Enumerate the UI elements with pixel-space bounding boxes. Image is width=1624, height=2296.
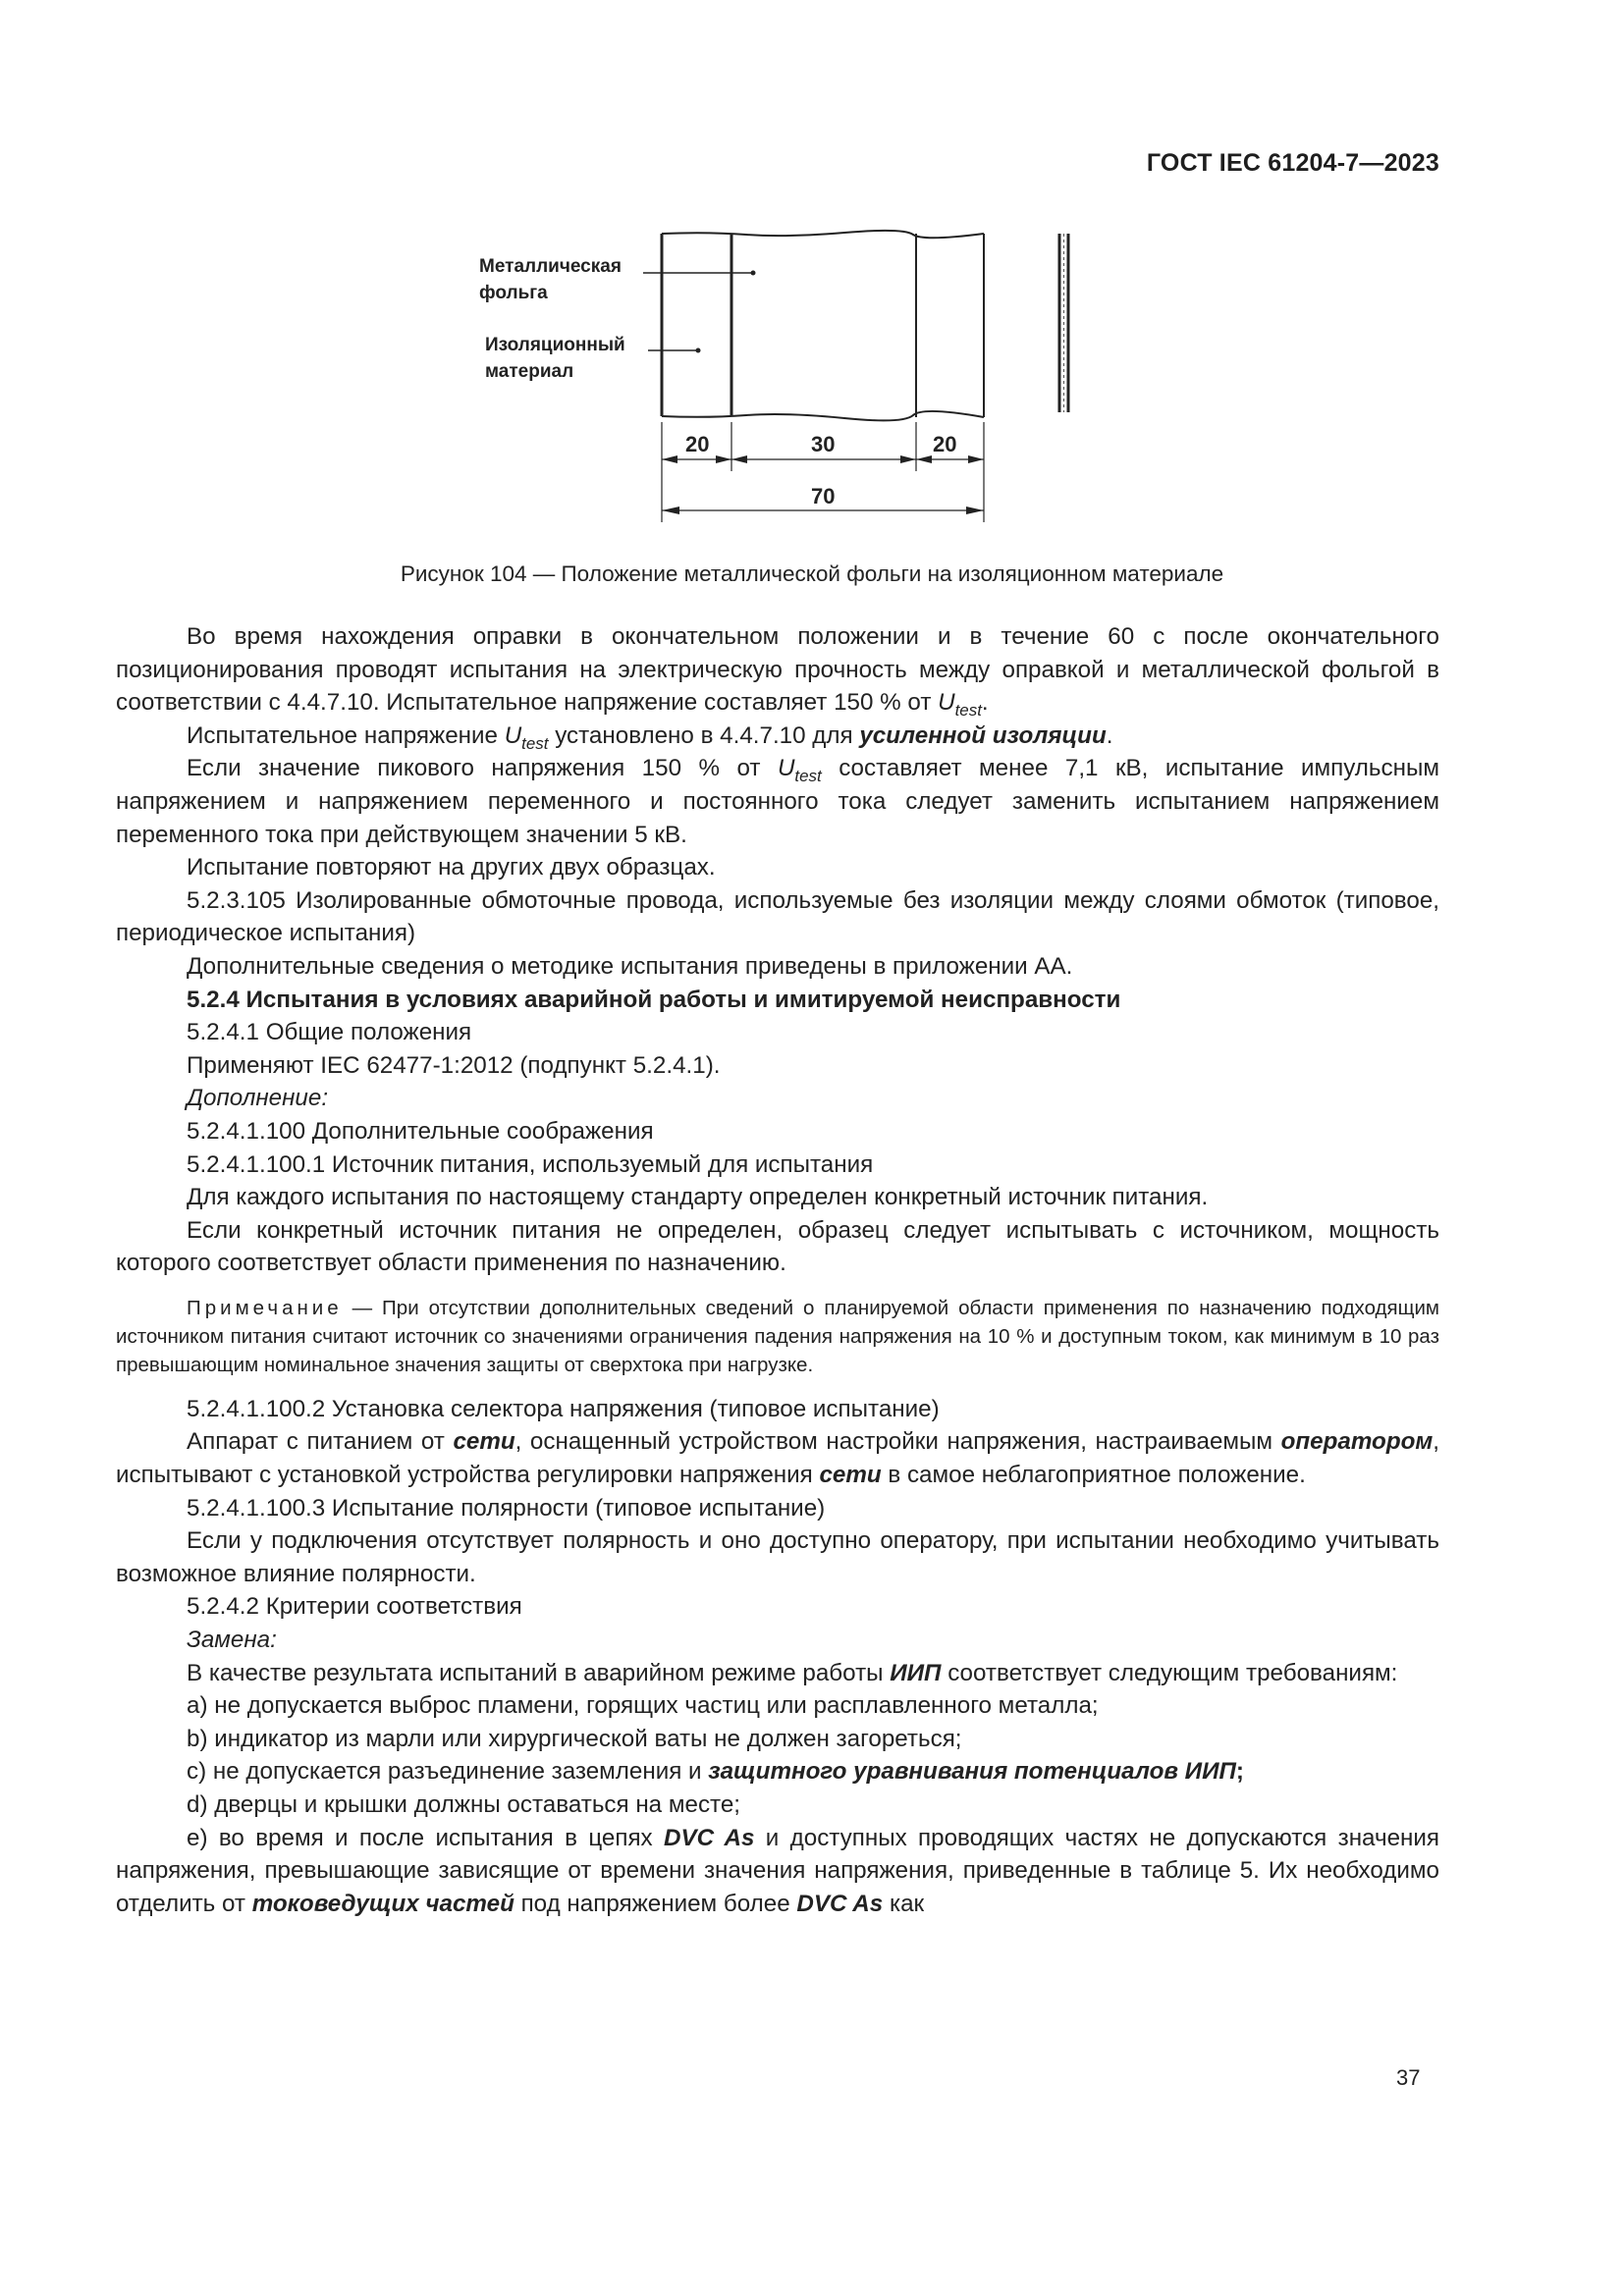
symbol-u: U — [938, 689, 955, 717]
page-number: 37 — [1396, 2065, 1421, 2090]
paragraph: Испытание повторяют на других двух образцах. — [187, 854, 716, 881]
text: e) во время и после испытания в цепях — [187, 1824, 664, 1851]
text: c) не допускается разъединение заземления и — [187, 1758, 709, 1786]
clause-5-2-4-1-100-1: 5.2.4.1.100.1 Источник питания, используемый для испытания — [187, 1150, 874, 1178]
symbol-u: U — [777, 755, 795, 782]
paragraph — [116, 620, 1439, 720]
label-insulation-line2: материал — [485, 361, 574, 382]
text: . — [981, 689, 989, 717]
document-body — [116, 620, 1439, 1920]
document-standard-id: ГОСТ IEC 61204-7—2023 — [1146, 149, 1439, 177]
label-insulation — [485, 332, 625, 385]
symbol-u: U — [504, 721, 522, 749]
term: DVC As — [664, 1824, 755, 1851]
paragraph — [116, 720, 1439, 753]
list-item-b: b) индикатор из марли или хирургической ваты не должен загореться; — [187, 1725, 962, 1752]
term: DVC As — [796, 1890, 884, 1917]
clause-5-2-4-1-100-3: 5.2.4.1.100.3 Испытание полярности (типовое испытание) — [187, 1494, 826, 1522]
clause-5-2-4-1-100-2: 5.2.4.1.100.2 Установка селектора напряжения (типовое испытание) — [187, 1395, 940, 1422]
text: составляет менее 7,1 кВ, испытание импульсным напряжением и напряжением переменного и постоянного тока следует заменить испытанием напряжением переменного тока при действующем значении 5 кВ. — [116, 755, 1439, 848]
text: Во время нахождения оправки в окончательном положении и в течение 60 с после окончательного позиционирования проводят испытания на электрическую прочность между оправкой и металлической фольгой в соответствии с 4.4.7.10. Испытательное напряжение составляет 150 % от — [116, 623, 1439, 717]
paragraph — [116, 1425, 1439, 1491]
section-heading-5-2-4: 5.2.4 Испытания в условиях аварийной работы и имитируемой неисправности — [187, 986, 1121, 1013]
text: в самое неблагоприятное положение. — [881, 1462, 1306, 1489]
clause-5-2-4-1: 5.2.4.1 Общие положения — [187, 1019, 472, 1046]
text: В качестве результата испытаний в аварийном режиме работы — [187, 1659, 891, 1686]
term: сети — [453, 1428, 515, 1456]
paragraph: Для каждого испытания по настоящему стандарту определен конкретный источник питания. — [187, 1184, 1209, 1211]
text: ; — [1235, 1758, 1244, 1786]
text: Испытательное напряжение — [187, 721, 505, 749]
list-item-a: a) не допускается выброс пламени, горящих частиц или расплавленного металла; — [187, 1692, 1099, 1720]
subscript: test — [521, 733, 549, 753]
figure-caption: Рисунок 104 — Положение металлической фольги на изоляционном материале — [400, 561, 1224, 586]
text: под напряжением более — [514, 1890, 797, 1917]
figure-104 — [0, 226, 1624, 540]
addition-label: Дополнение: — [187, 1085, 329, 1112]
text: , испытывают с установкой устройства регулировки напряжения — [116, 1428, 1439, 1489]
clause-5-2-4-1-100: 5.2.4.1.100 Дополнительные соображения — [187, 1117, 654, 1145]
paragraph — [116, 752, 1439, 851]
clause-5-2-4-2: 5.2.4.2 Критерии соответствия — [187, 1593, 522, 1621]
text: . — [1106, 721, 1113, 749]
paragraph: Если у подключения отсутствует полярность и оно доступно оператору, при испытании необходимо учитывать возможное влияние полярности. — [116, 1527, 1439, 1587]
term: оператором — [1280, 1428, 1434, 1456]
paragraph: Если конкретный источник питания не определен, образец следует испытывать с источником, мощность которого соответствует области применения по назначению. — [116, 1216, 1439, 1277]
label-metal-foil-line2: фольга — [479, 283, 548, 303]
list-item-c — [116, 1755, 1439, 1789]
label-insulation-line1: Изоляционный — [485, 335, 625, 355]
replacement-label: Замена: — [187, 1627, 277, 1654]
text: и доступных проводящих частях не допускаются значения напряжения, превышающие зависящие от времени значения напряжения, приведенные в таблице 5. Их необходимо отделить от — [116, 1824, 1439, 1917]
paragraph: Применяют IEC 62477-1:2012 (подпункт 5.2.4.1). — [187, 1051, 721, 1079]
label-metal-foil-line1: Металлическая — [479, 256, 622, 277]
dim-right: 20 — [933, 432, 957, 456]
dim-total: 70 — [811, 484, 836, 508]
paragraph: Дополнительные сведения о методике испытания приведены в приложении АА. — [187, 952, 1073, 980]
list-item-d: d) дверцы и крышки должны оставаться на месте; — [187, 1791, 741, 1818]
note-text: — При отсутствии дополнительных сведений о планируемой области применения по назначению подходящим источником питания считают источник со значениями ограничения падения напряжения на 10 % и доступным током, как минимум в 10 раз превышающим номинальное значения защиты от сверхтока при нагрузке. — [116, 1296, 1439, 1376]
text: Если значение пикового напряжения 150 % от — [187, 755, 778, 782]
term: сети — [819, 1462, 882, 1489]
label-metal-foil — [479, 253, 622, 306]
term: усиленной изоляции — [859, 721, 1107, 749]
paragraph — [116, 1657, 1439, 1690]
subscript: test — [794, 767, 822, 786]
dim-left: 20 — [685, 432, 710, 456]
text: , оснащенный устройством настройки напряжения, настраиваемым — [514, 1428, 1281, 1456]
note — [116, 1294, 1439, 1379]
text: соответствует следующим требованиям: — [941, 1659, 1398, 1686]
term: токоведущих частей — [251, 1890, 514, 1917]
dim-middle: 30 — [811, 432, 836, 456]
note-label: Примечание — [187, 1296, 343, 1319]
subscript: test — [954, 701, 982, 721]
term: защитного уравнивания потенциалов ИИП — [708, 1758, 1236, 1786]
clause-5-2-3-105: 5.2.3.105 Изолированные обмоточные провода, используемые без изоляции между слоями обмоток (типовое, периодическое испытания) — [116, 886, 1439, 947]
text: Аппарат с питанием от — [187, 1428, 454, 1456]
term: ИИП — [890, 1659, 942, 1686]
list-item-e — [116, 1822, 1439, 1921]
text: как — [883, 1890, 925, 1917]
text: установлено в 4.4.7.10 для — [548, 721, 860, 749]
